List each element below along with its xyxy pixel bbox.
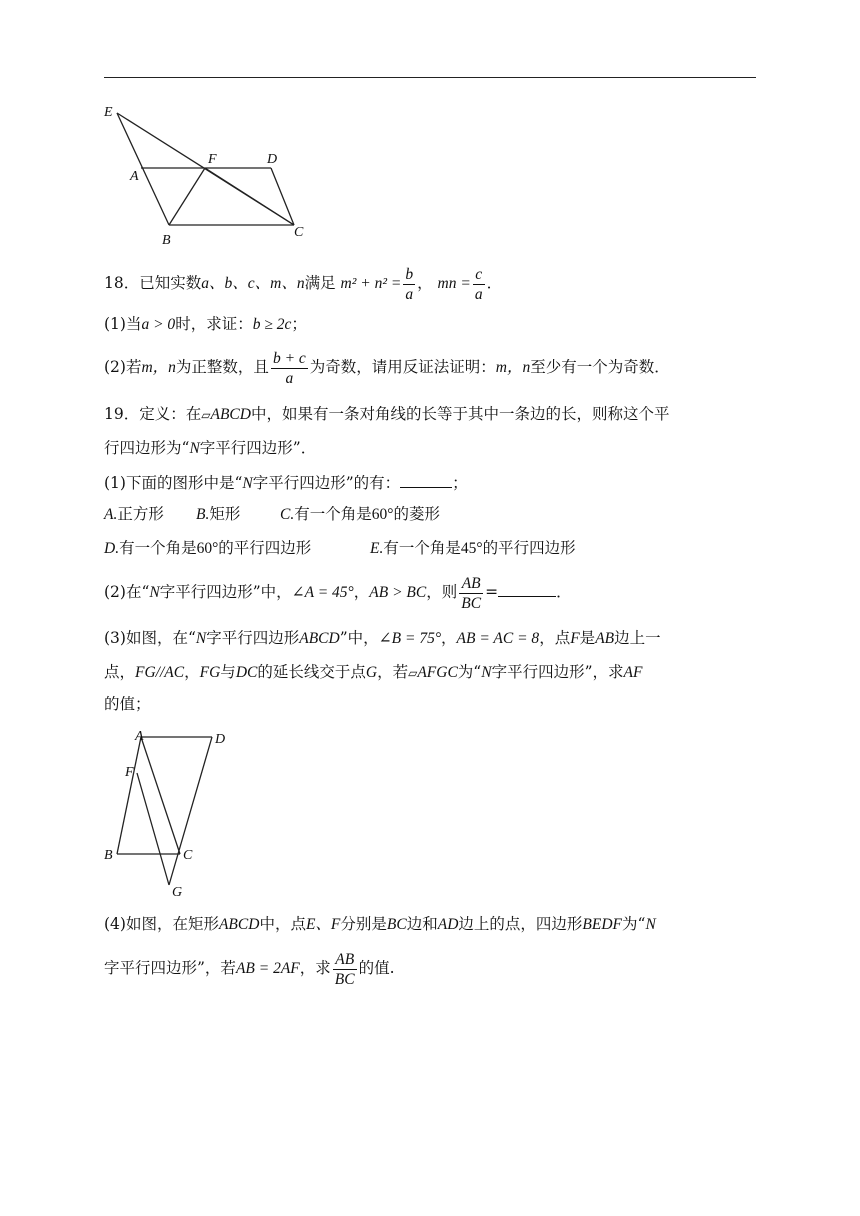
fraction-ab-over-bc: $\frac{AB}{BC}$: [461, 574, 482, 612]
label-f: F: [208, 152, 217, 167]
geometry-figure-top: [100, 100, 315, 248]
geometry-figure-q19: [100, 725, 235, 900]
q19-part-1: (1)下面的图形中是“N字平行四边形”的有： ；: [104, 474, 468, 492]
segment-ab: [117, 737, 141, 854]
q19-options-row-2: [104, 538, 576, 559]
segment-ac: [141, 737, 180, 854]
label-d: D: [215, 732, 226, 747]
label-a: A: [130, 169, 139, 184]
segment-dc: [271, 168, 294, 225]
label-c: C: [294, 225, 304, 240]
option-e: E.有一个角是45°的平行四边形: [370, 539, 576, 557]
label-c: C: [183, 848, 193, 863]
label-b: B: [162, 233, 171, 248]
fraction-ab-over-bc-2: $\frac{AB}{BC}$: [334, 950, 355, 988]
q19-part-3-line-3: 的值；: [104, 695, 151, 713]
q19-definition-line-1: 19．定义：在▱ABCD中，如果有一条对角线的长等于其中一条边的长，则称这个平: [104, 405, 670, 423]
segment-fg: [137, 773, 169, 885]
label-g: G: [172, 885, 183, 900]
label-d: D: [267, 152, 278, 167]
option-c: C.有一个角是60°的菱形: [280, 505, 440, 523]
label-f: F: [125, 765, 134, 780]
q18-part-2: (2)若m，n为正整数，且 $\frac{b + c}{a}$ 为奇数，请用反证法证明：m，n至少有一个为奇数．: [104, 349, 670, 387]
q18-part-1: (1)当a > 0时，求证：b ≥ 2c；: [104, 315, 307, 333]
q19-part-3-line-1: (3)如图，在“N字平行四边形ABCD”中，∠B = 75°，AB = AC = 8，点F是AB边上一: [104, 629, 661, 647]
segment-fc: [205, 168, 294, 225]
answer-blank-2[interactable]: [498, 581, 556, 597]
q19-part-4-line-1: (4)如图，在矩形ABCD中，点E、F分别是BC边和AD边上的点，四边形BEDF为“N: [104, 915, 656, 933]
q19-options-row-1: [104, 504, 440, 525]
option-a: A.正方形: [104, 505, 164, 523]
parallelogram-symbol: ▱: [201, 408, 211, 422]
q19-part-2: (2)在“N字平行四边形”中，∠A = 45°，AB > BC，则 $\frac{AB}{BC}$ = ．: [104, 574, 572, 612]
header-rule: [104, 77, 756, 78]
label-e: E: [104, 105, 113, 120]
q18-line-1: 18．已知实数a、b、c、m、n满足 m² + n² = $\frac{b}{a}$ ， mn = $\frac{c}{a}$ ．: [104, 265, 503, 303]
fraction-b-over-a: $\frac{b}{a}$: [405, 265, 414, 303]
q19-part-4-line-2: 字平行四边形”，若AB = 2AF，求 $\frac{AB}{BC}$ 的值.: [104, 950, 395, 988]
q19-definition-line-2: 行四边形为“N字平行四边形”．: [104, 439, 317, 457]
option-b: B.矩形: [196, 505, 241, 523]
fraction-c-over-a: $\frac{c}{a}$: [474, 265, 483, 303]
fraction-b-plus-c-over-a: $\frac{b + c}{a}$: [272, 349, 306, 387]
option-d: D.有一个角是60°的平行四边形: [104, 539, 312, 557]
label-a: A: [135, 729, 144, 744]
q19-part-3-line-2: 点，FG//AC，FG与DC的延长线交于点G，若▱AFGC为“N字平行四边形”，求AF: [104, 663, 643, 681]
segment-bf: [169, 168, 205, 225]
label-b: B: [104, 848, 113, 863]
answer-blank[interactable]: [400, 472, 452, 488]
